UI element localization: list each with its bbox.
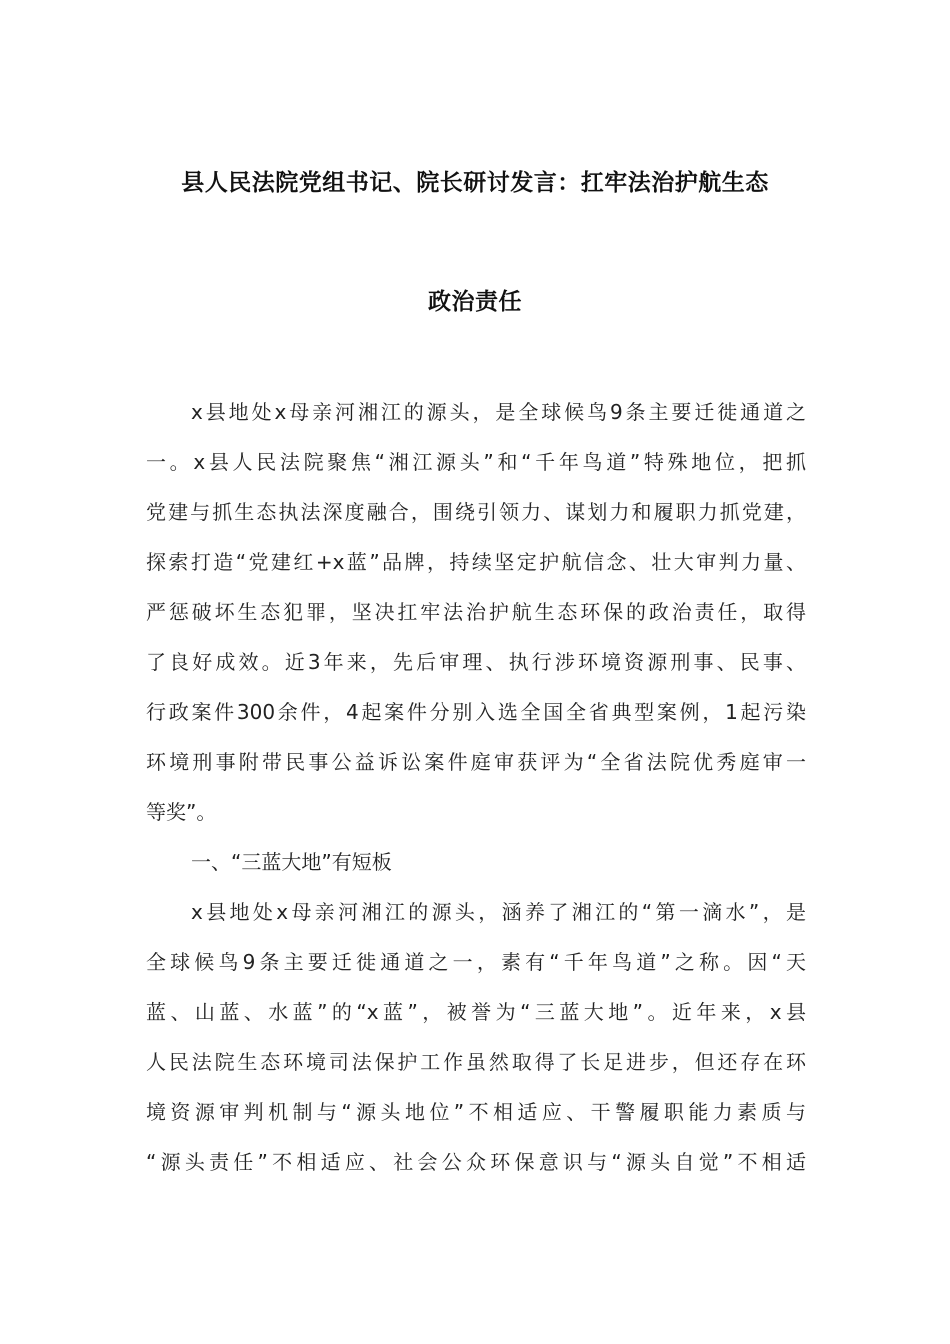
paragraph-1-line: 行政案件300余件，4起案件分别入选全国全省典型案例，1起污染 (146, 700, 806, 724)
paragraph-2-line: 人民法院生态环境司法保护工作虽然取得了长足进步，但还存在环 (146, 1050, 806, 1074)
paragraph-1-line: 等奖”。 (146, 800, 217, 824)
paragraph-1-line: 一。x县人民法院聚焦“湘江源头”和“千年鸟道”特殊地位，把抓 (146, 450, 806, 474)
paragraph-2-line: “源头责任”不相适应、社会公众环保意识与“源头自觉”不相适 (146, 1150, 806, 1174)
paragraph-1-line: 环境刑事附带民事公益诉讼案件庭审获评为“全省法院优秀庭审一 (146, 750, 806, 774)
paragraph-2-line: 蓝、山蓝、水蓝”的“x蓝”，被誉为“三蓝大地”。近年来，x县 (146, 1000, 806, 1024)
paragraph-1-line: 探索打造“党建红+x蓝”品牌，持续坚定护航信念、壮大审判力量、 (146, 550, 806, 574)
document-title-line-1: 县人民法院党组书记、院长研讨发言：扛牢法治护航生态 (181, 169, 769, 196)
paragraph-1-line: 党建与抓生态执法深度融合，围绕引领力、谋划力和履职力抓党建， (146, 500, 806, 524)
paragraph-2-line: x县地处x母亲河湘江的源头，涵养了湘江的“第一滴水”，是 (191, 900, 806, 924)
paragraph-1-line: 严惩破坏生态犯罪，坚决扛牢法治护航生态环保的政治责任，取得 (146, 600, 806, 624)
paragraph-2-line: 全球候鸟9条主要迁徙通道之一，素有“千年鸟道”之称。因“天 (146, 950, 806, 974)
document-title-line-2: 政治责任 (428, 288, 522, 315)
paragraph-2-line: 境资源审判机制与“源头地位”不相适应、干警履职能力素质与 (146, 1100, 806, 1124)
paragraph-1-line: x县地处x母亲河湘江的源头，是全球候鸟9条主要迁徙通道之 (191, 400, 806, 424)
paragraph-1-line: 了良好成效。近3年来，先后审理、执行涉环境资源刑事、民事、 (146, 650, 806, 674)
section-1-heading: 一、“三蓝大地”有短板 (191, 850, 392, 874)
